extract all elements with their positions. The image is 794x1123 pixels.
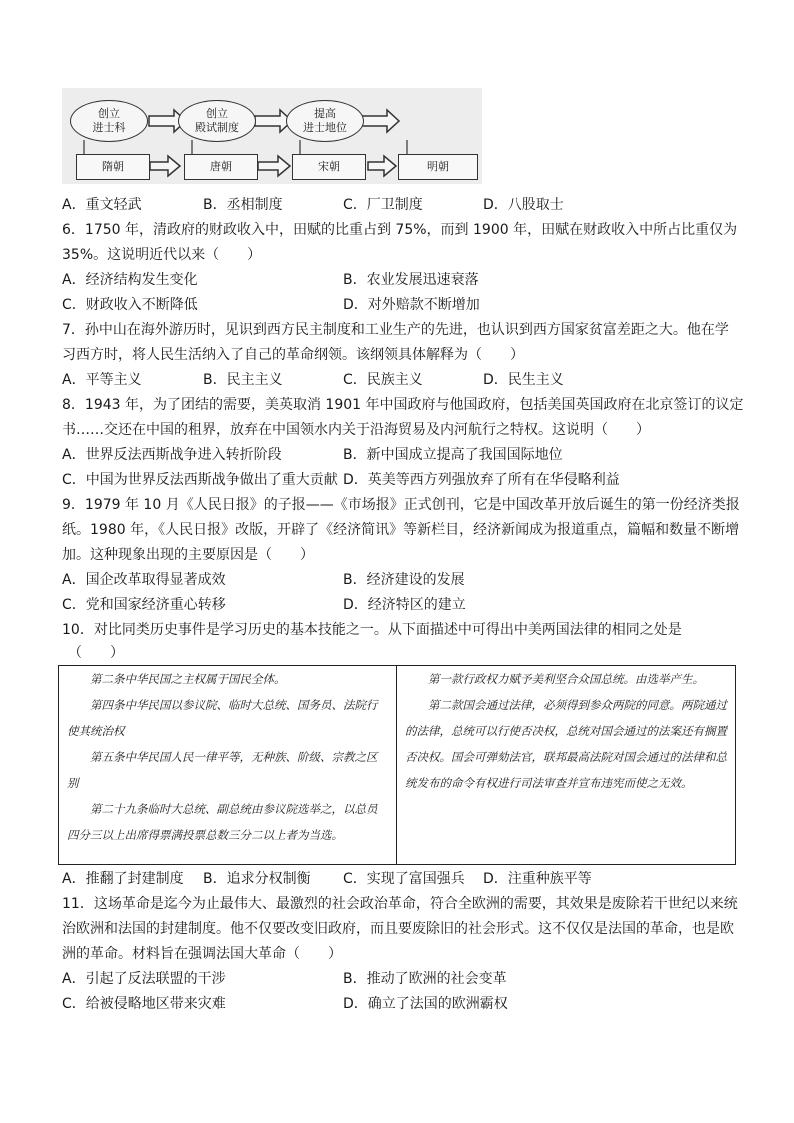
q5-option-a[interactable]: A．重文轻武 [62, 197, 142, 213]
q11-option-a[interactable]: A．引起了反法联盟的干涉 [62, 971, 226, 987]
q5-option-d[interactable]: D．八股取士 [483, 197, 564, 213]
q9-option-a[interactable]: A．国企改革取得显著成效 [62, 572, 226, 588]
q5-option-b[interactable]: B．丞相制度 [203, 197, 283, 213]
q7-option-c[interactable]: C．民族主义 [343, 372, 423, 388]
q9-option-d[interactable]: D．经济特区的建立 [343, 597, 466, 613]
diagram-node-3-text [303, 107, 347, 135]
arrow-right-icon [368, 156, 396, 176]
q10-option-a[interactable]: A．推翻了封建制度 [62, 871, 184, 887]
q7-stem-line-2: 习西方时，将人民生活纳入了自己的革命纲领。该纲领具体解释为（ ） [62, 347, 524, 363]
q6-option-a[interactable]: A．经济结构发生变化 [62, 272, 198, 288]
q6-option-b[interactable]: B．农业发展迅速衰落 [343, 272, 479, 288]
diagram-node-1 [70, 100, 148, 142]
q11-stem-line-1: 11．这场革命是迄今为止最伟大、最激烈的社会政治革命，符合全欧洲的需要，其效果是废除若干世纪以来统 [62, 896, 738, 912]
china-article-29: 第二十九条临时大总统、副总统由参议院选举之，以总员四分三以上出席得票满投票总数三分二以上者为当选。 [67, 802, 378, 842]
q7-option-d[interactable]: D．民生主义 [483, 372, 564, 388]
q8-option-d[interactable]: D．英美等西方列强放弃了所有在华侵略利益 [343, 472, 620, 488]
diagram-dynasty-4: 明朝 [398, 154, 478, 180]
q9-stem-line-1: 9．1979 年 10 月《人民日报》的子报——《市场报》正式创刊，它是中国改革开放后诞生的第一份经济类报 [62, 497, 740, 513]
diagram-dynasty-2: 唐朝 [184, 154, 258, 180]
us-section-1: 第一款行政权力赋予美利坚合众国总统。由选举产生。 [428, 672, 704, 686]
q6-stem-line-2: 35%。这说明近代以来（ ） [62, 247, 262, 263]
q8-option-b[interactable]: B．新中国成立提高了我国国际地位 [343, 447, 563, 463]
diagram-node-text-line: 创立 [98, 107, 120, 120]
us-constitution-column [397, 666, 735, 864]
diagram-node-2-text [195, 107, 239, 135]
q6-option-d[interactable]: D．对外赔款不断增加 [343, 297, 480, 313]
diagram-node-1-text [93, 107, 126, 135]
diagram-node-text-line: 殿试制度 [195, 121, 239, 134]
q6-stem-line-1: 6．1750 年，清政府的财政收入中，田赋的比重占到 75%，而到 1900 年，田赋在财政收入中所占比重仅为 [62, 222, 738, 238]
diagram-dynasty-1: 隋朝 [76, 154, 150, 180]
q10-option-d[interactable]: D．注重种族平等 [483, 871, 592, 887]
diagram-node-text-line: 提高 [314, 107, 336, 120]
china-article-2: 第二条中华民国之主权属于国民全体。 [90, 672, 286, 686]
q5-option-c[interactable]: C．厂卫制度 [343, 197, 423, 213]
q9-option-b[interactable]: B．经济建设的发展 [343, 572, 465, 588]
diagram-dynasty-3: 宋朝 [292, 154, 366, 180]
q10-stem-line-1: 10．对比同类历史事件是学习历史的基本技能之一。从下面描述中可得出中美两国法律的相同之处是 [62, 622, 682, 638]
arrow-right-icon [258, 156, 290, 176]
q6-option-c[interactable]: C．财政收入不断降低 [62, 297, 198, 313]
diagram-node-text-line: 进士科 [92, 121, 126, 134]
q7-stem-line-1: 7．孙中山在海外游历时，见识到西方民主制度和工业生产的先进，也认识到西方国家贫富差距之大。他在学 [62, 322, 729, 338]
q10-stem-line-2: （ ） [68, 645, 124, 661]
q9-stem-line-2: 纸。1980 年，《人民日报》改版，开辟了《经济简讯》等新栏目，经济新闻成为报道重点，篇幅和数量不断增 [62, 522, 740, 538]
q9-option-c[interactable]: C．党和国家经济重心转移 [62, 597, 226, 613]
diagram-node-2 [178, 100, 256, 142]
q9-stem-line-3: 加。这种现象出现的主要原因是（ ） [62, 547, 314, 563]
diagram-node-text-line: 进士地位 [303, 121, 347, 134]
law-comparison-table [58, 665, 736, 865]
china-article-5: 第五条中华民国人民一律平等，无种族、阶级、宗教之区别 [67, 750, 378, 790]
diagram-node-3 [286, 100, 364, 142]
q8-option-c[interactable]: C．中国为世界反法西斯战争做出了重大贡献 [62, 472, 338, 488]
arrow-right-icon [362, 110, 399, 132]
q11-option-b[interactable]: B．推动了欧洲的社会变革 [343, 971, 507, 987]
q7-option-b[interactable]: B．民主主义 [203, 372, 283, 388]
q11-option-d[interactable]: D．确立了法国的欧洲霸权 [343, 996, 508, 1012]
q8-stem-line-2: 书……交还在中国的租界，放弃在中国领水内关于沿海贸易及内河航行之特权。这说明（ ） [62, 422, 650, 438]
q8-stem-line-1: 8．1943 年，为了团结的需要，美英取消 1901 年中国政府与他国政府，包括美国英国政府在北京签订的议定 [62, 397, 744, 413]
q8-option-a[interactable]: A．世界反法西斯战争进入转折阶段 [62, 447, 282, 463]
q7-option-a[interactable]: A．平等主义 [62, 372, 142, 388]
q11-stem-line-2: 治欧洲和法国的封建制度。他不仅要改变旧政府，而且要废除旧的社会形式。这不仅仅是法国的革命，也是欧 [62, 921, 734, 937]
q11-stem-line-3: 洲的革命。材料旨在强调法国大革命（ ） [62, 946, 342, 962]
q10-option-b[interactable]: B．追求分权制衡 [203, 871, 311, 887]
china-constitution-column [59, 666, 397, 864]
us-section-2: 第二款国会通过法律，必须得到参众两院的同意。两院通过的法律，总统可以行使否决权，总统对国会通过的法案还有搁置否决权。国会可弹劾法官，联邦最高法院对国会通过的法律和总统发布的命令有权进行司法审查并宣布违宪而使之无效。 [405, 698, 727, 790]
china-article-4: 第四条中华民国以参议院、临时大总统、国务员、法院行使其统治权 [67, 698, 378, 738]
diagram-node-text-line: 创立 [206, 107, 228, 120]
arrow-right-icon [150, 156, 180, 176]
history-flow-diagram [62, 88, 482, 184]
q10-option-c[interactable]: C．实现了富国强兵 [343, 871, 465, 887]
q11-option-c[interactable]: C．给被侵略地区带来灾难 [62, 996, 226, 1012]
